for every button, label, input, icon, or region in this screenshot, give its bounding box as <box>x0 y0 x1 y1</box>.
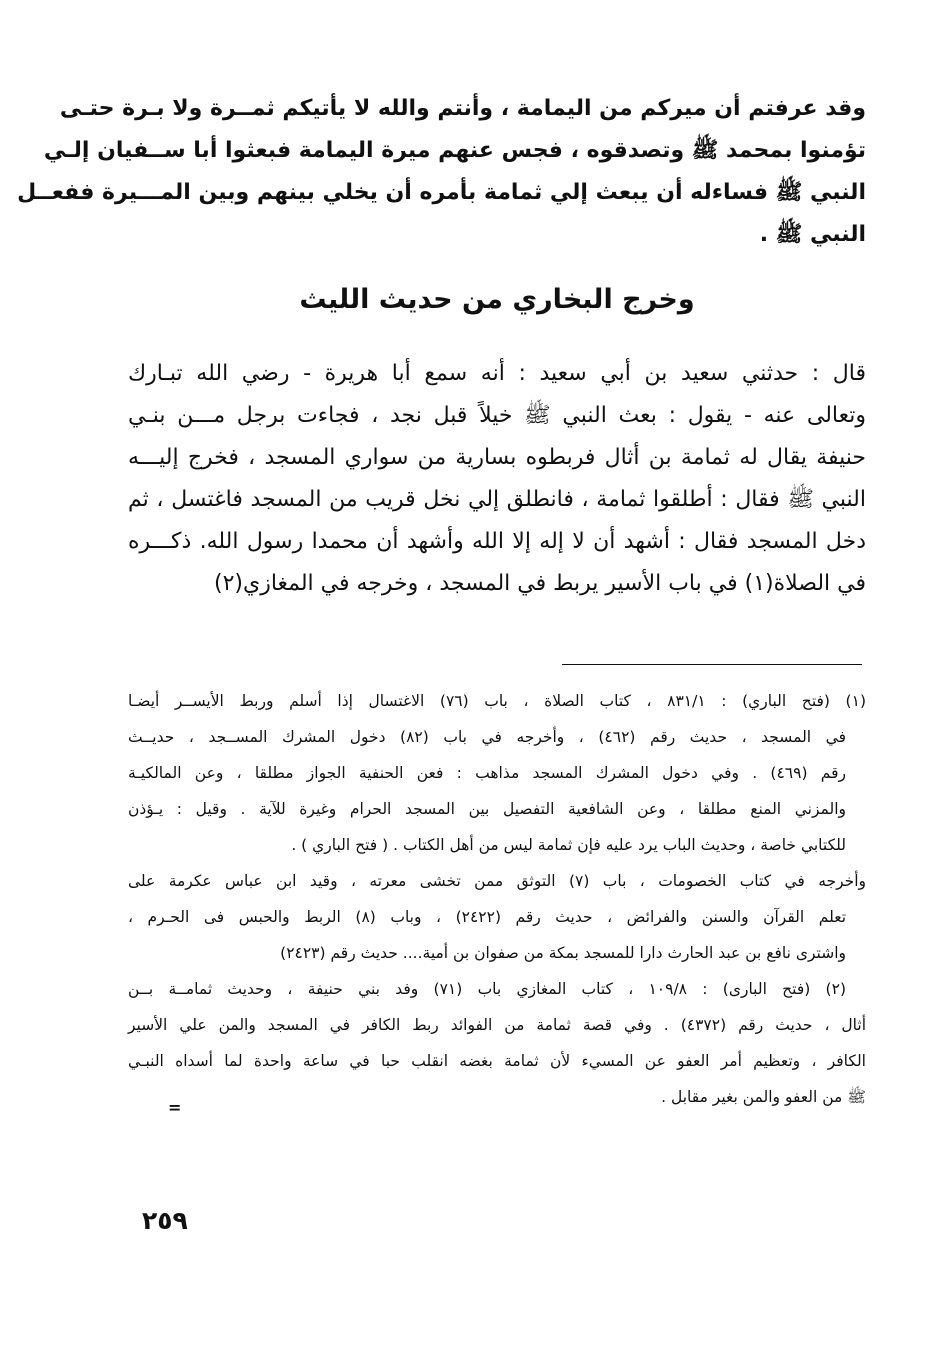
footnote-line: أثال ، حديث رقم (٤٣٧٢) . وفي قصة ثمامة من الفوائد ربط الكافر في المسجد والمن علي الأسير <box>128 1016 867 1034</box>
footnote-line: (١) (فتح الباري) : ٨٣١/١ ، كتاب الصلاة ، باب (٧٦) الاغتسال إذا أسلم وربط الأيســر أيضـا <box>128 692 866 710</box>
section-heading: وخرج البخاري من حديث الليث <box>299 284 695 315</box>
footnote-line: والمزني المنع مطلقا ، وعن الشافعية التفصيل بين المسجد الحرام وغيرة للآية . وقيل : يـؤذن <box>128 800 846 818</box>
intro-line: وقد عرفتم أن ميركم من اليمامة ، وأنتم والله لا يأتيكم ثمــرة ولا بـرة حتـى <box>59 96 866 121</box>
footnote-line: رقم (٤٦٩) . وفي دخول المشرك المسجد مذاهب : فعن الحنفية الجواز مطلقا ، وعن المالكيـة <box>128 764 846 782</box>
footnote-line: في المسجد ، حديث رقم (٤٦٢) ، وأخرجه في باب (٨٢) دخول المشرك المســجد ، حديــث <box>128 728 846 746</box>
body-line: حنيفة يقال له ثمامة بن أثال فربطوه بسارية من سواري المسجد ، فخرج إليـــه <box>128 445 866 470</box>
body-paragraph <box>128 353 866 605</box>
footnote-line: تعلم القرآن والسنن والفرائض ، حديث رقم (٢٤٢٢) ، وباب (٨) الربط والحبس فى الحـرم ، <box>128 908 847 926</box>
footnote-line: ﷺ من العفو والمن بغير مقابل . <box>661 1088 866 1106</box>
page-number: ٢٥٩ <box>142 1206 188 1235</box>
body-line: في الصلاة(١) في باب الأسير يربط في المسجد ، وخرجه في المغازي(٢) <box>213 571 866 596</box>
intro-line: تؤمنوا بمحمد ﷺ وتصدقوه ، فجس عنهم ميرة اليمامة فبعثوا أبا ســفيان إلـي <box>43 138 866 163</box>
footnotes <box>128 683 866 1115</box>
body-line: دخل المسجد فقال : أشهد أن لا إله إلا الله وأشهد أن محمدا رسول الله. ذكـــره <box>128 529 866 554</box>
continuation-mark: = <box>168 1098 182 1117</box>
footnote-separator <box>562 664 862 665</box>
body-line: قال : حدثني سعيد بن أبي سعيد : أنه سمع أبا هريرة - رضي الله تبـارك <box>128 361 866 386</box>
footnote-line: واشترى نافع بن عبد الحارث دارا للمسجد بمكة من صفوان بن أمية.... حديث رقم (٢٤٢٣) <box>280 944 846 962</box>
intro-paragraph <box>17 88 866 256</box>
intro-line: النبي ﷺ فساءله أن يبعث إلي ثمامة بأمره أن يخلي بينهم وبين المـــيرة ففعــل <box>17 180 866 205</box>
body-line: وتعالى عنه - يقول : بعث النبي ﷺ خيلاً قبل نجد ، فجاءت برجل مـــن بنـي <box>128 403 866 428</box>
footnote-line: الكافر ، وتعظيم أمر العفو عن المسيء لأن ثمامة بغضه انقلب حبا في ساعة واحدة لما أسداه النبـي <box>128 1052 866 1070</box>
footnote-line: للكتابي خاصة ، وحديث الباب يرد عليه فإن ثمامة ليس من أهل الكتاب . ( فتح الباري ) . <box>291 836 846 854</box>
intro-line: النبي ﷺ . <box>759 222 866 247</box>
footnote-line: (٢) (فتح البارى) : ١٠٩/٨ ، كتاب المغازي باب (٧١) وفد بني حنيفة ، وحديث ثمامــة بــن <box>128 980 846 998</box>
body-line: النبي ﷺ فقال : أطلقوا ثمامة ، فانطلق إلي نخل قريب من المسجد فاغتسل ، ثم <box>128 487 866 512</box>
footnote-line: وأخرجه في كتاب الخصومات ، باب (٧) التوثق ممن تخشى معرته ، وقيد ابن عباس عكرمة على <box>128 872 867 890</box>
